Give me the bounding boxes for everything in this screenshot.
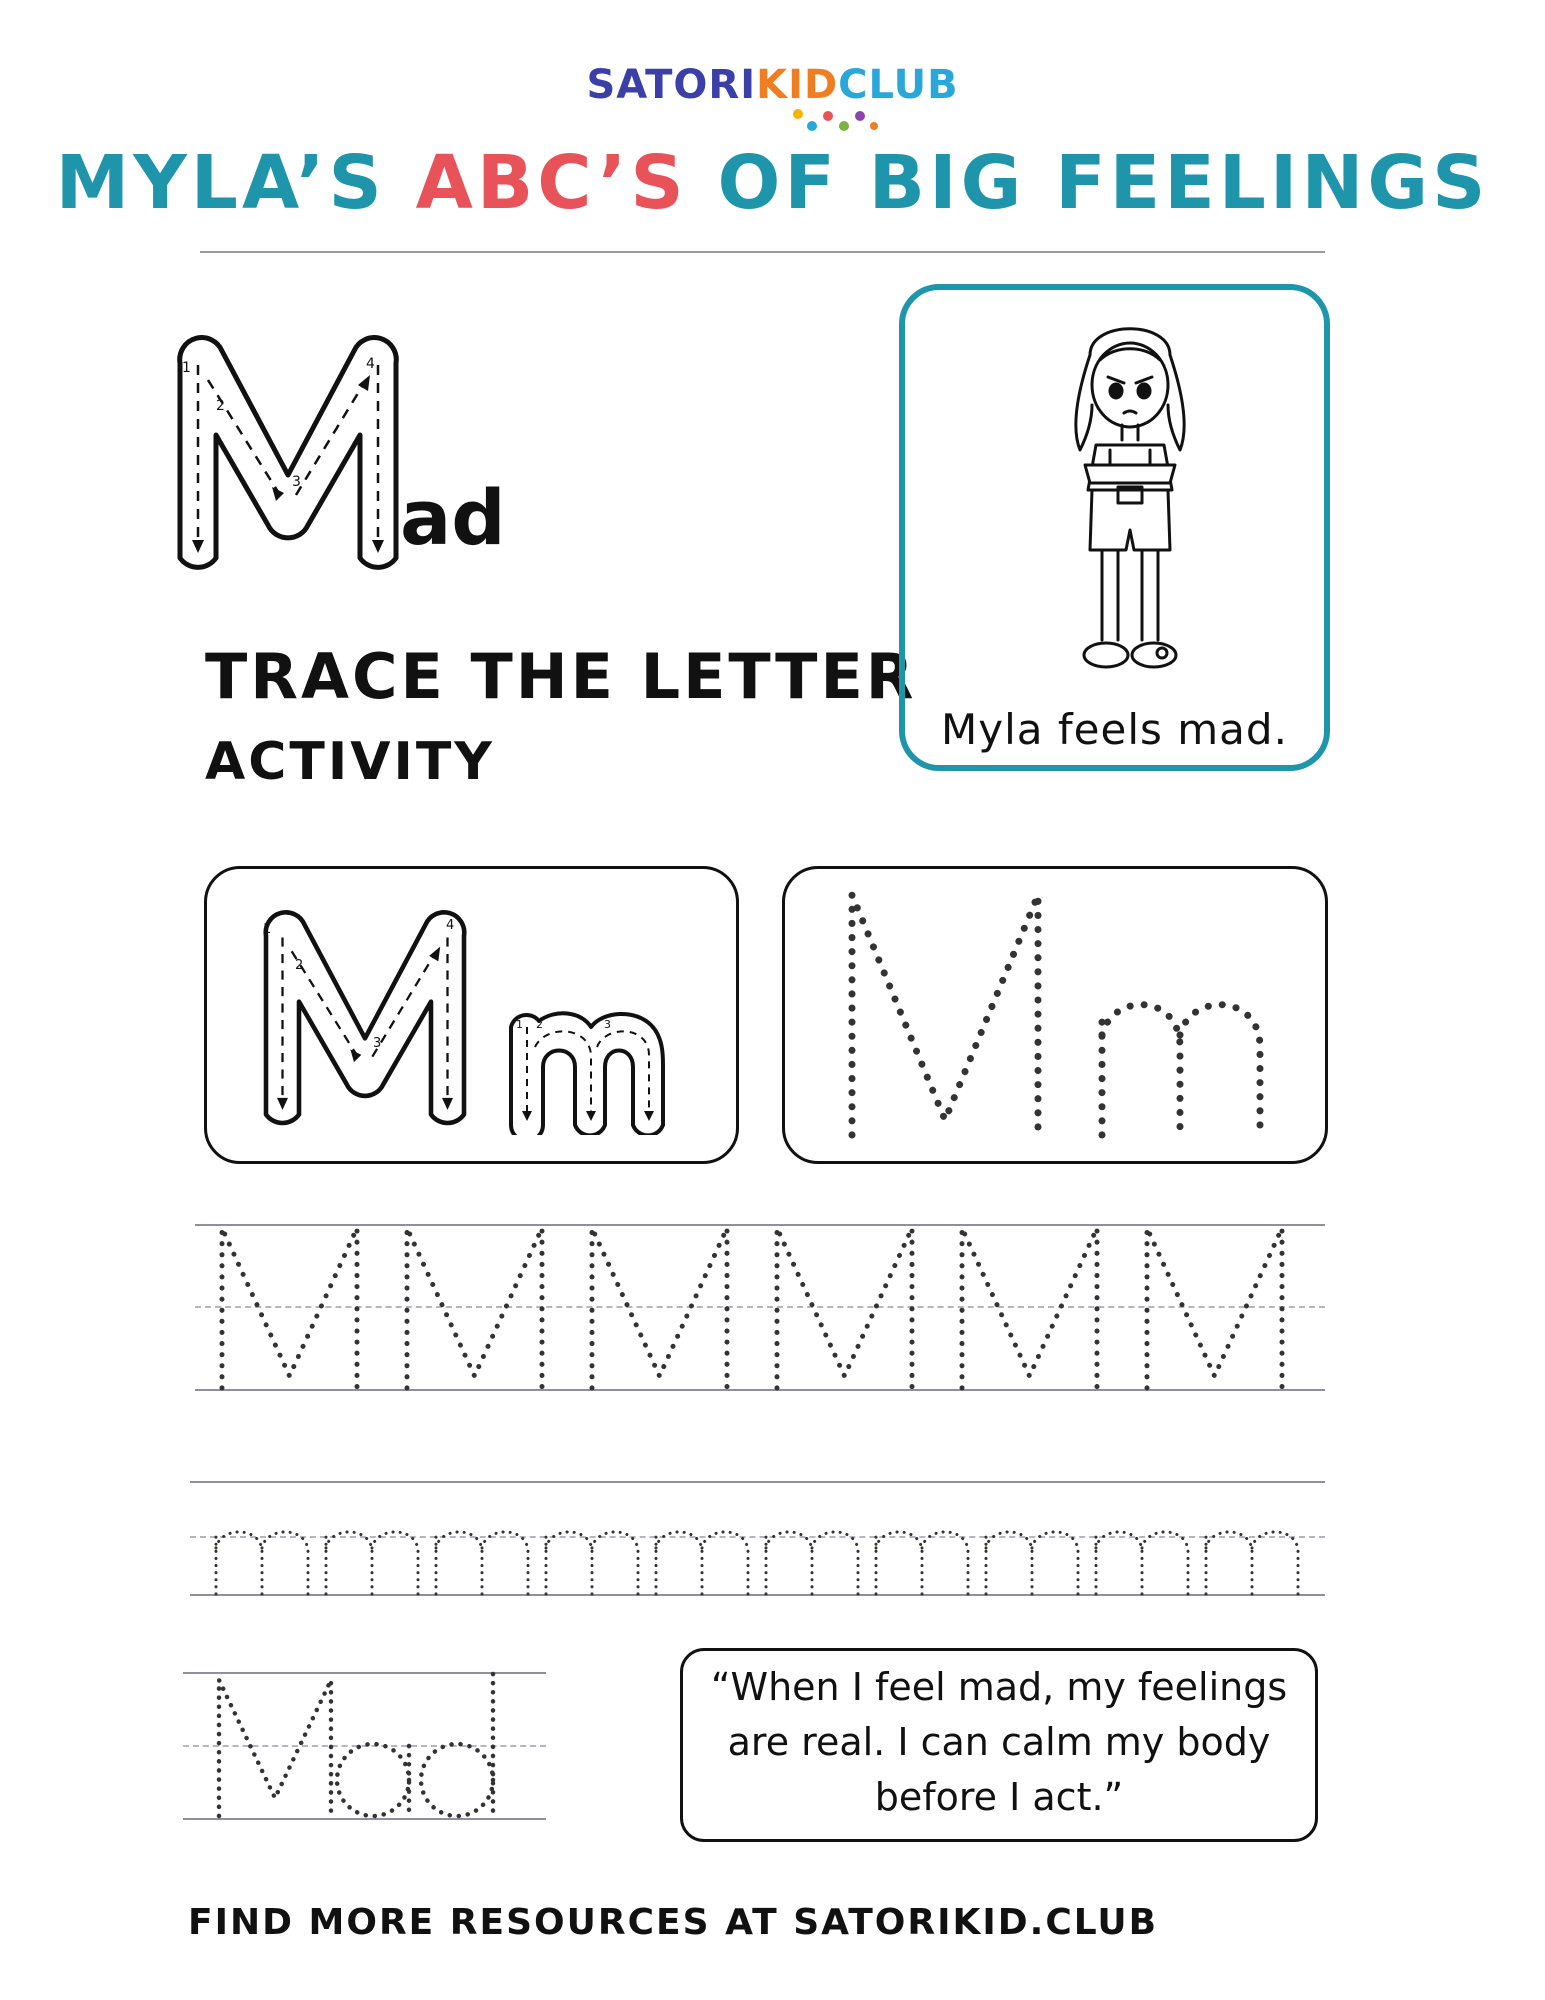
guide-line-top xyxy=(190,1481,1325,1483)
word-mad-practice xyxy=(213,1668,508,1823)
stroke-number: 1 xyxy=(263,922,272,937)
stroke-number: 3 xyxy=(604,1018,611,1031)
stroke-number: 1 xyxy=(516,1018,523,1031)
practice-lower-m xyxy=(326,1532,418,1594)
practice-lower-m xyxy=(766,1532,858,1594)
practice-upper-m xyxy=(592,1228,727,1388)
practice-lower-m xyxy=(876,1532,968,1594)
lower-m-practice-row xyxy=(210,1526,1310,1598)
upper-m-practice-row xyxy=(210,1218,1320,1398)
stroke-number: 4 xyxy=(446,918,455,933)
practice-lower-m xyxy=(1096,1532,1188,1594)
title-part-1: MYLA’S xyxy=(55,140,416,226)
practice-lower-m xyxy=(1206,1532,1298,1594)
practice-lower-m xyxy=(546,1532,638,1594)
affirmation-line-3: before I act.” xyxy=(874,1775,1124,1819)
activity-subheading: ACTIVITY xyxy=(205,732,495,792)
stroke-number: 2 xyxy=(216,398,225,414)
practice-upper-m xyxy=(962,1228,1097,1388)
stroke-number: 4 xyxy=(366,356,375,372)
logo-part-club: CLUB xyxy=(838,62,959,108)
practice-upper-m xyxy=(222,1228,357,1388)
title-part-2: ABC’S xyxy=(415,140,688,226)
title-part-3: OF BIG FEELINGS xyxy=(687,140,1490,226)
satorikid-logo xyxy=(0,62,1545,108)
picture-caption: Myla feels mad. xyxy=(941,705,1288,754)
affirmation-line-2: are real. I can calm my body xyxy=(727,1720,1271,1764)
logo-part-kid: KID xyxy=(756,62,839,108)
lower-m-outline-trace xyxy=(505,1005,680,1135)
logo-dots-icon xyxy=(790,104,880,134)
practice-lower-m xyxy=(986,1532,1078,1594)
myla-mad-illustration xyxy=(1030,315,1230,685)
practice-upper-m xyxy=(777,1228,912,1388)
stroke-number: 1 xyxy=(182,360,191,376)
affirmation-line-1: “When I feel mad, my feelings xyxy=(710,1665,1288,1709)
dotted-mm-trace xyxy=(840,885,1280,1145)
stroke-number: 3 xyxy=(373,1036,382,1051)
practice-lower-m xyxy=(656,1532,748,1594)
stroke-number: 2 xyxy=(536,1018,543,1031)
logo-part-satori: SATORI xyxy=(586,62,757,108)
affirmation-text xyxy=(680,1660,1318,1825)
practice-upper-m xyxy=(407,1228,542,1388)
practice-upper-m xyxy=(1147,1228,1282,1388)
word-rest-ad: ad xyxy=(400,473,506,562)
footer-resources: FIND MORE RESOURCES AT SATORIKID.CLUB xyxy=(188,1902,1159,1943)
page-title xyxy=(0,140,1545,226)
practice-lower-m xyxy=(216,1532,308,1594)
activity-heading: TRACE THE LETTER xyxy=(205,640,917,713)
stroke-number: 3 xyxy=(292,474,301,490)
upper-m-outline-trace xyxy=(255,905,475,1135)
practice-lower-m xyxy=(436,1532,528,1594)
title-divider xyxy=(200,251,1325,253)
stroke-number: 2 xyxy=(295,958,304,973)
